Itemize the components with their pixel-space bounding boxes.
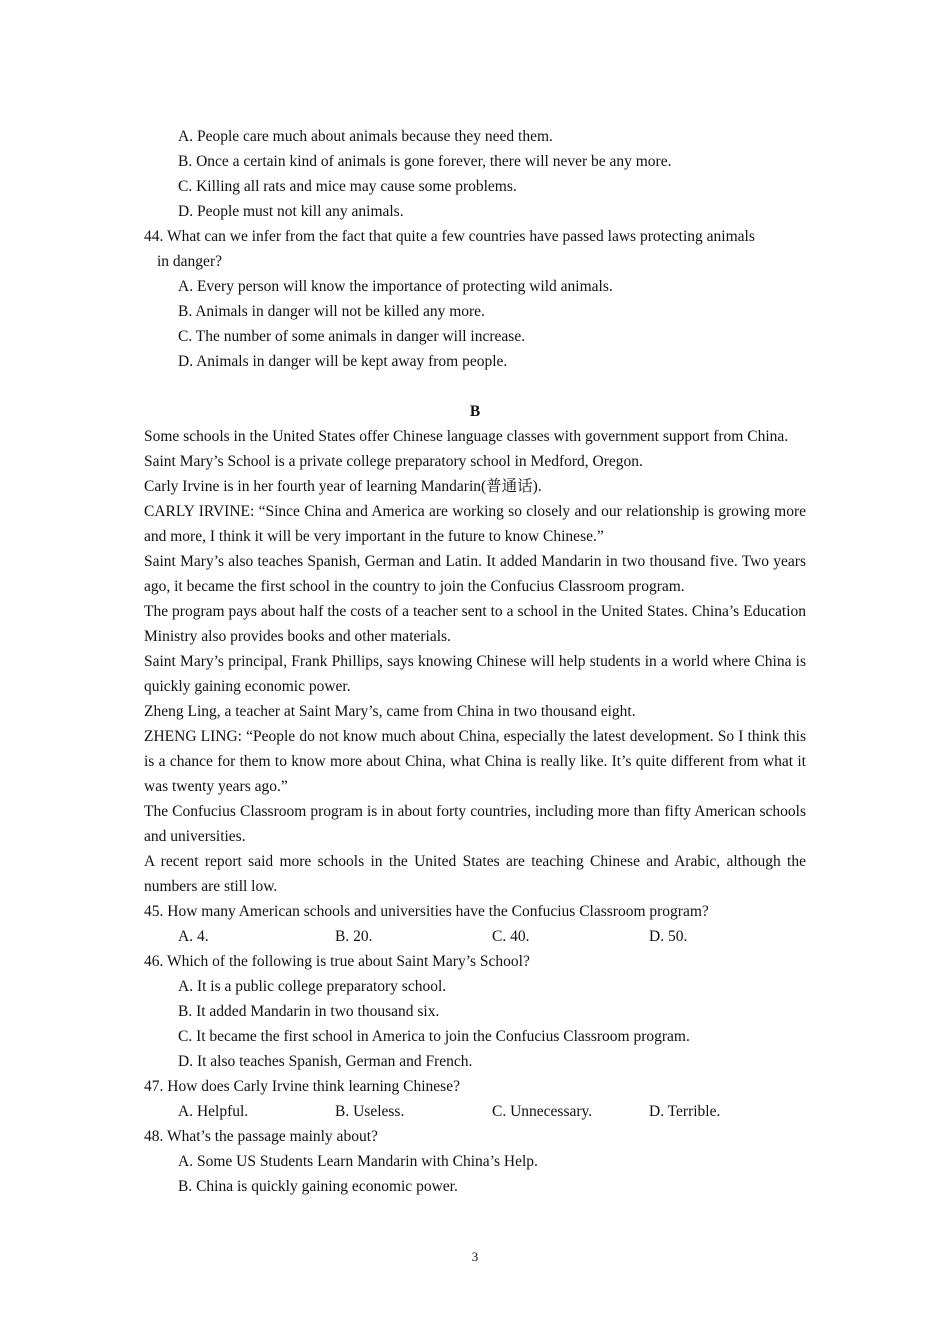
section-b-heading: B	[469, 403, 481, 420]
passage-paragraph: Saint Mary’s School is a private college preparatory school in Medford, Oregon.	[144, 453, 643, 470]
q45-option-c: C. 40.	[492, 928, 530, 945]
passage-paragraph: CARLY IRVINE: “Since China and America are working so closely and our relationship is growing more and more, I think it will be very important in the future to know Chinese.”	[144, 503, 806, 545]
q48-option-a: A. Some US Students Learn Mandarin with China’s Help.	[178, 1153, 538, 1170]
q48-question: 48. What’s the passage mainly about?	[144, 1128, 378, 1145]
q48-option-b: B. China is quickly gaining economic power.	[178, 1178, 458, 1195]
page-number: 3	[471, 1249, 479, 1264]
q44-question-line1: 44. What can we infer from the fact that quite a few countries have passed laws protecting animals	[144, 228, 755, 245]
passage-paragraph: The Confucius Classroom program is in about forty countries, including more than fifty American schools and universities.	[144, 803, 806, 845]
exam-page-content	[144, 124, 806, 1199]
q44-question-line2: in danger?	[157, 253, 222, 270]
q46-option-a: A. It is a public college preparatory school.	[178, 978, 447, 995]
passage-paragraph: Saint Mary’s also teaches Spanish, German and Latin. It added Mandarin in two thousand five. Two years ago, it became the first school in the country to join the Confucius Classroom program.	[144, 553, 806, 595]
q43-option-a: A. People care much about animals because they need them.	[178, 128, 553, 145]
q44-option-d: D. Animals in danger will be kept away from people.	[178, 353, 508, 370]
q46-block	[144, 949, 806, 1074]
q47-option-b: B. Useless.	[335, 1103, 405, 1120]
q45-option-a: A. 4.	[178, 928, 209, 945]
q44-option-a: A. Every person will know the importance of protecting wild animals.	[178, 278, 613, 295]
q48-block	[144, 1124, 806, 1199]
q46-option-d: D. It also teaches Spanish, German and French.	[178, 1053, 473, 1070]
q43-options	[144, 124, 806, 224]
passage-paragraph: Carly Irvine is in her fourth year of learning Mandarin(普通话).	[144, 478, 542, 495]
passage-paragraph: Zheng Ling, a teacher at Saint Mary’s, came from China in two thousand eight.	[144, 703, 636, 720]
passage-paragraph: Saint Mary’s principal, Frank Phillips, says knowing Chinese will help students in a world where China is quickly gaining economic power.	[144, 653, 806, 695]
q47-question: 47. How does Carly Irvine think learning Chinese?	[144, 1078, 460, 1095]
passage-paragraph: Some schools in the United States offer Chinese language classes with government support from China.	[144, 428, 789, 445]
q47-block	[144, 1074, 806, 1124]
passage-paragraph: A recent report said more schools in the United States are teaching Chinese and Arabic, although the numbers are still low.	[144, 853, 806, 895]
q43-option-d: D. People must not kill any animals.	[178, 203, 404, 220]
q45-question: 45. How many American schools and universities have the Confucius Classroom program?	[144, 903, 709, 920]
q44-option-c: C. The number of some animals in danger will increase.	[178, 328, 526, 345]
q44-block	[144, 224, 806, 374]
q47-option-c: C. Unnecessary.	[492, 1103, 593, 1120]
q47-option-a: A. Helpful.	[178, 1103, 249, 1120]
q45-options	[144, 924, 806, 949]
q43-option-c: C. Killing all rats and mice may cause some problems.	[178, 178, 517, 195]
q45-option-d: D. 50.	[649, 928, 688, 945]
q43-option-b: B. Once a certain kind of animals is gone forever, there will never be any more.	[178, 153, 672, 170]
q46-option-c: C. It became the first school in America to join the Confucius Classroom program.	[178, 1028, 690, 1045]
q46-option-b: B. It added Mandarin in two thousand six.	[178, 1003, 440, 1020]
q46-question: 46. Which of the following is true about Saint Mary’s School?	[144, 953, 530, 970]
q45-block	[144, 899, 806, 949]
q44-option-b: B. Animals in danger will not be killed any more.	[178, 303, 485, 320]
section-b-passage	[144, 424, 806, 899]
q47-option-d: D. Terrible.	[649, 1103, 721, 1120]
q47-options	[144, 1099, 806, 1124]
q45-option-b: B. 20.	[335, 928, 373, 945]
passage-paragraph: The program pays about half the costs of a teacher sent to a school in the United States. China’s Education Ministry also provides books and other materials.	[144, 603, 806, 645]
passage-paragraph: ZHENG LING: “People do not know much about China, especially the latest development. So I think this is a chance for them to know more about China, what China is really like. It’s quite different from what it was twenty years ago.”	[144, 728, 806, 795]
